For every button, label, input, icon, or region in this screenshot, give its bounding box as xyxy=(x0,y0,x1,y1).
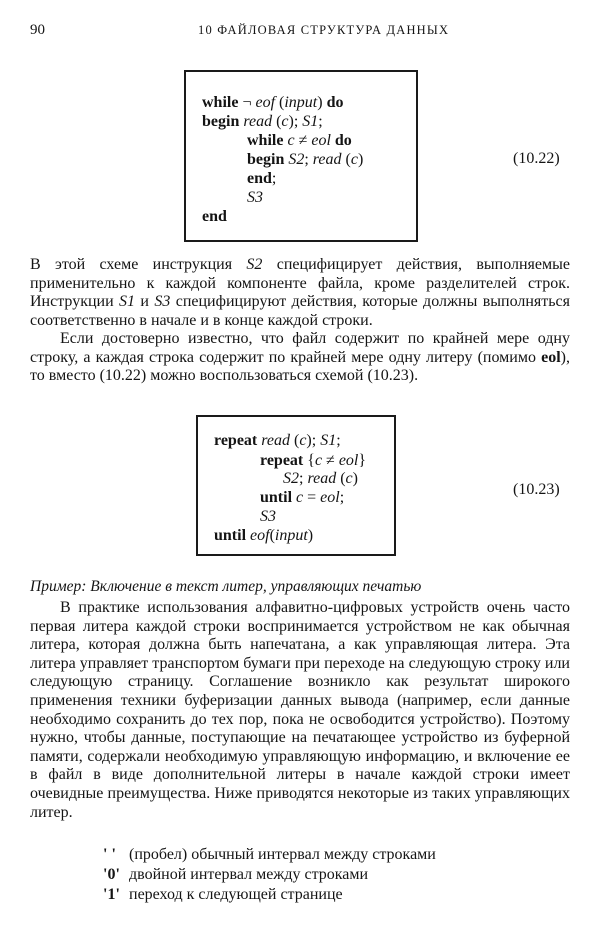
control-char-item xyxy=(103,846,436,864)
code-line: S2; read (c) xyxy=(283,470,358,487)
code-scheme-10-22 xyxy=(184,70,418,242)
paragraph-2: Если достоверно известно, что файл содержит по крайней мере одну строку, а каждая строка содержит по крайней мере одну литеру (помимо eol), то вместо (10.22) можно воспользоваться схемой (10.23). xyxy=(30,330,570,385)
control-char-description: переход к следующей странице xyxy=(129,886,343,903)
control-char-item xyxy=(103,886,343,904)
page-number: 90 xyxy=(30,22,45,38)
code-line: until c = eol; xyxy=(260,489,345,506)
code-line: while c ≠ eol do xyxy=(247,132,352,149)
code-line: until eof(input) xyxy=(214,527,314,544)
code-line: end xyxy=(202,208,227,225)
control-char-symbol: '1' xyxy=(103,886,120,903)
control-char-description: (пробел) обычный интервал между строками xyxy=(129,846,436,863)
code-line: end; xyxy=(247,170,277,187)
equation-number-10-23: (10.23) xyxy=(513,481,560,498)
paragraph-1: В этой схеме инструкция S2 специфицирует действия, выполняемые применительно к каждой компоненте файла, кроме разделителей строк. Инструкции S1 и S3 специфицируют действия, которые должны выполняться соответственно в начале и в конце каждой строки. xyxy=(30,256,571,329)
paragraph-3: В практике использования алфавитно-цифровых устройств очень часто первая литера каждой строки воспринимается устройством не как обычная литера, которая должна быть напечатана, а как управляющая литера. Эта литера управляет транспортом бумаги при переходе на следующую строку или следующую страницу. Соглашение возникло как результат широкого применения техники буферизации данных вывода (например, если данные необходимо сохранить до тех пор, пока не освободится устройство). Поэтому нужно, чтобы данные, поступающие на печатающее устройство из буферной памяти, содержали необходимую управляющую информацию, и включение ее в файл в виде дополнительной литеры в начале каждой строки имеет очевидные преимущества. Ниже приводятся некоторые из таких управляющих литер. xyxy=(30,599,570,821)
control-char-symbol: ' ' xyxy=(103,846,116,863)
page-header xyxy=(30,22,570,42)
code-line: begin S2; read (c) xyxy=(247,151,364,168)
code-line: S3 xyxy=(247,189,263,206)
example-heading: Пример: Включение в текст литер, управляющих печатью xyxy=(30,578,422,595)
running-head: 10 ФАЙЛОВАЯ СТРУКТУРА ДАННЫХ xyxy=(198,23,450,37)
code-line: repeat {c ≠ eol} xyxy=(260,452,367,469)
code-line: while ¬ eof (input) do xyxy=(202,94,344,111)
code-line: S3 xyxy=(260,508,276,525)
code-line: begin read (c); S1; xyxy=(202,113,323,130)
code-line: repeat read (c); S1; xyxy=(214,432,341,449)
code-scheme-10-23 xyxy=(196,415,396,556)
control-char-item xyxy=(103,866,368,884)
control-char-symbol: '0' xyxy=(103,866,120,883)
control-char-description: двойной интервал между строками xyxy=(129,866,369,883)
equation-number-10-22: (10.22) xyxy=(513,150,560,167)
